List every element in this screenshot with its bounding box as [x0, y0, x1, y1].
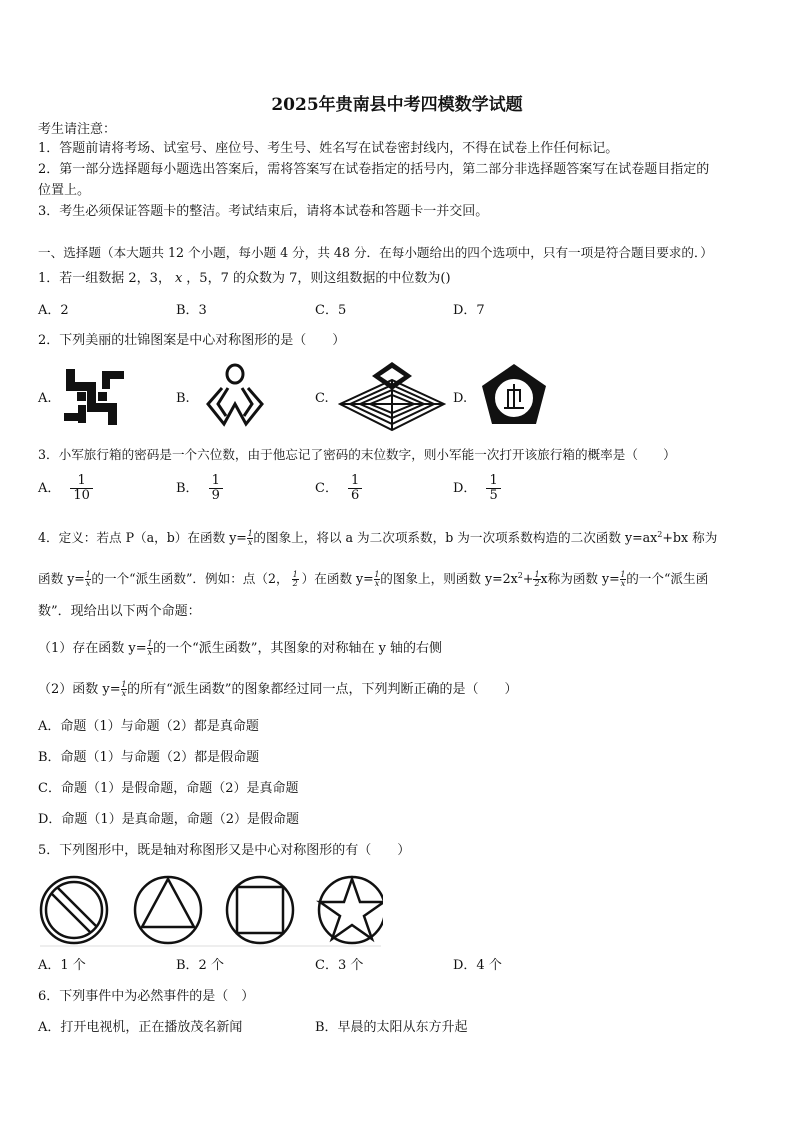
q3-b-numerator: 1 [211, 473, 220, 488]
q4-proposition-1 [38, 640, 442, 658]
q3-option-d-fraction [486, 474, 500, 503]
q4-frac-1-den: x [247, 538, 253, 548]
q4-frac-2-num: 1 [85, 570, 91, 580]
q1-stem-post: ，5，7 的众数为 7，则这组数据的中位数为() [186, 271, 451, 286]
q4-frac-6-den: x [121, 689, 127, 698]
pattern-d-image [478, 362, 550, 432]
q3-option-a[interactable] [38, 474, 93, 503]
q4-half-2-num: 1 [534, 570, 540, 580]
q4-l2-sup: 2 [517, 571, 523, 580]
q3-a-denominator: 10 [70, 488, 93, 503]
q3-option-a-label: A． [38, 481, 61, 496]
q1-stem-pre: 1．若一组数据 2，3， [38, 271, 171, 286]
q4-frac-5-den: x [147, 648, 153, 657]
q1-option-a[interactable]: A．2 [38, 303, 69, 318]
q6-option-a[interactable]: A．打开电视机，正在播放茂名新闻 [38, 1020, 243, 1035]
q3-option-b-fraction [209, 474, 223, 503]
q4-option-a[interactable]: A．命题（1）与命题（2）都是真命题 [38, 719, 259, 734]
q4-frac-4-num: 1 [620, 570, 626, 580]
q4-l1c: +bx 称为 [662, 530, 718, 546]
q4-l1-sup: 2 [657, 530, 663, 539]
page-title: 2025年贵南县中考四模数学试题 [271, 95, 523, 115]
q3-option-b[interactable] [176, 474, 223, 503]
q4-frac-3-den: x [374, 579, 380, 589]
pattern-a-image [62, 367, 128, 427]
q3-c-numerator: 1 [350, 473, 360, 488]
q4-half-2-den: 2 [534, 579, 540, 589]
q4-frac-6-num: 1 [121, 680, 127, 689]
q4-l1a: 4．定义：若点 P（a，b）在函数 y= [38, 530, 247, 546]
q4-option-c[interactable]: C．命题（1）是假命题，命题（2）是真命题 [38, 781, 299, 796]
q5-option-c[interactable]: C．3 个 [315, 958, 364, 973]
notice-heading: 考生请注意： [38, 122, 117, 137]
pattern-c-image [338, 360, 446, 432]
q4-half-den: 2 [292, 579, 298, 589]
q3-option-c-fraction [348, 474, 362, 503]
notice-item-2: 2．第一部分选择题每小题选出答案后，需将答案写在试卷指定的括号内，第二部分非选择题答案写在试卷题目指定的 [38, 162, 710, 177]
q4-line-3: 数”．现给出以下两个命题： [38, 604, 201, 619]
notice-item-3: 3．考生必须保证答题卡的整洁。考试结束后，请将本试卷和答题卡一并交回。 [38, 204, 489, 219]
q4-option-b[interactable]: B．命题（1）与命题（2）都是假命题 [38, 750, 260, 765]
q5-option-b[interactable]: B．2 个 [176, 958, 224, 973]
q5-option-a[interactable]: A．1 个 [38, 958, 86, 973]
q4-line-2 [38, 567, 708, 588]
q1-option-c[interactable]: C．5 [315, 303, 347, 318]
q2-option-b-label[interactable]: B. [176, 391, 190, 406]
q3-b-denominator: 9 [209, 488, 223, 503]
q3-option-b-label: B． [176, 481, 199, 496]
q4-l2d: 的图象上，则函数 y=2x [380, 571, 518, 587]
q3-option-d[interactable] [453, 474, 501, 503]
notice-item-1: 1．答题前请将考场、试室号、座位号、考生号、姓名写在试卷密封线内，不得在试卷上作任何标记。 [38, 141, 619, 156]
q2-option-a-label[interactable]: A. [38, 391, 52, 406]
q4-half [292, 571, 299, 588]
q4-l2e: + [522, 571, 534, 587]
q2-stem: 2．下列美丽的壮锦图案是中心对称图形的是（ ） [38, 333, 346, 348]
q1-var: x [174, 271, 183, 286]
q6-stem: 6．下列事件中为必然事件的是（ ） [38, 989, 255, 1004]
q4-line-1 [38, 526, 717, 547]
q6-option-b[interactable]: B．早晨的太阳从东方升起 [315, 1020, 468, 1035]
section-heading: 一、选择题（本大题共 12 个小题，每小题 4 分，共 48 分．在每小题给出的四个选项中，只有一项是符合题目要求的．） [38, 245, 713, 260]
q1-option-b[interactable]: B．3 [176, 303, 207, 318]
q1-stem [38, 270, 451, 288]
q4-frac-5-num: 1 [147, 639, 153, 648]
notice-item-2-cont: 位置上。 [38, 183, 91, 198]
q3-option-a-fraction [70, 474, 93, 503]
q1-option-d[interactable]: D．7 [453, 303, 485, 318]
q3-stem: 3．小军旅行箱的密码是一个六位数，由于他忘记了密码的末位数字，则小军能一次打开该旅行箱的概率是（ ） [38, 447, 676, 462]
q3-d-denominator: 5 [486, 488, 500, 503]
q4-p2b: 的所有“派生函数”的图象都经过同一点，下列判断正确的是（ ） [127, 682, 518, 697]
q4-p1a: （1）存在函数 y= [38, 641, 147, 656]
q5-stem: 5．下列图形中，既是轴对称图形又是中心对称图形的有（ ） [38, 843, 411, 858]
q4-frac-2-den: x [85, 579, 91, 589]
q4-l2g: 的一个“派生函 [626, 571, 709, 587]
q5-option-d[interactable]: D．4 个 [453, 958, 502, 973]
q4-l2a: 函数 y= [38, 571, 85, 587]
q4-frac-3-num: 1 [374, 570, 380, 580]
q4-half-2 [533, 571, 540, 588]
q4-p2a: （2）函数 y= [38, 682, 121, 697]
q3-option-c-label: C． [315, 481, 338, 496]
q3-option-d-label: D． [453, 481, 477, 496]
q4-l1b: 的图象上，将以 a 为二次项系数，b 为一次项系数构造的二次函数 y=ax [253, 530, 658, 546]
q3-a-numerator: 1 [77, 473, 86, 488]
q4-proposition-2 [38, 681, 517, 699]
q4-l2b: 的一个“派生函数”．例如：点（2， [91, 571, 289, 587]
q4-l2c: ）在函数 y= [301, 571, 374, 587]
q3-option-c[interactable] [315, 474, 362, 503]
q2-option-c-label[interactable]: C. [315, 391, 329, 406]
q5-figures-image [38, 872, 383, 948]
q4-half-num: 1 [292, 570, 298, 580]
q4-option-d[interactable]: D．命题（1）是真命题，命题（2）是假命题 [38, 812, 299, 827]
q3-c-denominator: 6 [348, 488, 362, 503]
q4-l2f: x称为函数 y= [540, 571, 620, 587]
pattern-b-image [200, 362, 270, 428]
q3-d-numerator: 1 [489, 473, 498, 488]
q4-p1b: 的一个“派生函数”，其图象的对称轴在 y 轴的右侧 [153, 641, 443, 656]
q4-frac-1-num: 1 [247, 529, 253, 539]
q4-frac-4-den: x [620, 579, 626, 589]
q2-option-d-label[interactable]: D. [453, 391, 468, 406]
